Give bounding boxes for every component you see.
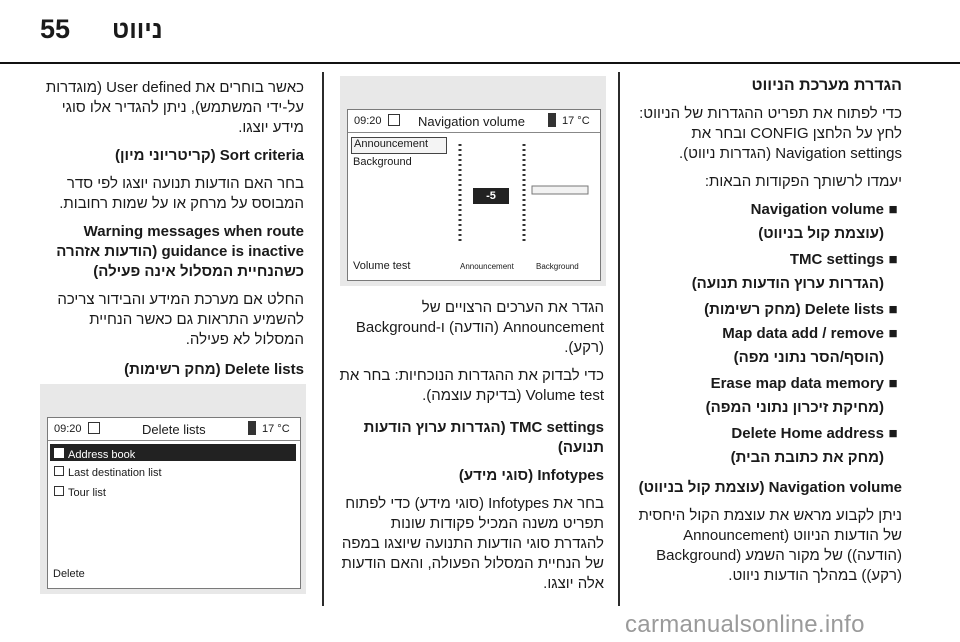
temperature-text: 17 °C xyxy=(562,115,590,127)
delete-lists-display xyxy=(47,417,301,589)
right-column xyxy=(634,76,902,594)
option-item xyxy=(634,324,902,344)
option-translation: (עוצמת קול בניווט) xyxy=(758,225,884,242)
screen-title: Delete lists xyxy=(142,422,206,437)
column-divider-left xyxy=(322,72,324,606)
nav-volume-screenshot xyxy=(340,76,606,286)
header-rule xyxy=(0,62,960,64)
nav-status-icon xyxy=(388,114,400,126)
tmc-heading: TMC settings (הגדרות ערוץ הודעות תנועה) xyxy=(363,419,604,456)
delete-lists-screenshot xyxy=(40,384,306,594)
status-bar xyxy=(48,418,300,441)
checkbox-icon[interactable] xyxy=(54,466,64,476)
menu-item-announcement[interactable]: Announcement xyxy=(351,137,447,154)
option-translation: (מחק את כתובת הבית) xyxy=(730,449,884,466)
clock-text: 09:20 xyxy=(354,115,382,127)
list-item-tour-list[interactable]: Tour list xyxy=(50,486,106,499)
option-translation: (מחיקת זיכרון נתוני המפה) xyxy=(705,399,884,416)
sort-criteria-body: בחר האם הודעות תנועה יוצגו לפי סדר המבוסס על מרחק או על שמות רחובות. xyxy=(59,175,304,212)
nav-settings-intro-2: יעמדו לרשותך הפקודות הבאות: xyxy=(704,173,902,190)
option-label: Erase map data memory xyxy=(710,375,884,392)
bullet-icon: ■ xyxy=(888,425,898,442)
volume-test-instructions: כדי לבדוק את ההגדרות הנוכחיות: בחר את Volume test (בדיקת עוצמה). xyxy=(339,367,604,404)
nav-volume-heading: Navigation volume (עוצמת קול בניווט) xyxy=(638,479,902,496)
slider-label-announcement: Announcement xyxy=(460,262,514,271)
phone-icon xyxy=(548,113,556,127)
status-bar xyxy=(348,110,600,133)
slider-label-background: Background xyxy=(536,262,579,271)
temperature-text: 17 °C xyxy=(262,423,290,435)
nav-settings-intro: כדי לפתוח את תפריט ההגדרות של הניווט: לחץ על הלחצן CONFIG ובחר את Navigation settings (הגדרות ניווט). xyxy=(639,105,902,162)
volume-test-item[interactable]: Volume test xyxy=(353,260,411,272)
warning-messages-heading: Warning messages when route guidance is inactive (הודעות אזהרה כשהנחיית המסלול אינה פעילה) xyxy=(56,223,304,280)
warning-messages-body: החלט אם מערכת המידע והבידור צריכה להשמיע התראות גם כאשר הנחיית המסלול לא פעילה. xyxy=(57,291,304,348)
option-label: Map data add / remove xyxy=(722,325,884,342)
user-defined-text: כאשר בוחרים את User defined (מוגדרות על-ידי המשתמש), ניתן להגדיר אלו סוגי מידע יוצגו. xyxy=(45,79,304,136)
page-header xyxy=(0,0,960,62)
option-label: Delete lists (מחק רשימות) xyxy=(704,301,884,318)
option-item xyxy=(634,200,902,220)
volume-sliders xyxy=(448,138,596,258)
nav-status-icon xyxy=(88,422,100,434)
section-title: ניווט xyxy=(112,16,163,44)
bullet-icon: ■ xyxy=(888,375,898,392)
menu-item-background[interactable]: Background xyxy=(353,156,412,168)
bullet-icon: ■ xyxy=(888,251,898,268)
bullet-icon: ■ xyxy=(888,201,898,218)
option-item xyxy=(634,250,902,270)
infotypes-body: בחר את Infotypes (סוגי מידע) כדי לפתוח תפריט משנה המכיל פקודות שונות להגדרת סוגי הודעות התנועה שיוצגו במפה של הנחיית המסלול הפעולה, והאם הודעות אלה יוצגו. xyxy=(341,495,604,592)
delete-button[interactable]: Delete xyxy=(53,568,85,580)
nav-volume-body: ניתן לקבוע מראש את עוצמת הקול היחסית של הודעות הניווט (Announcement (הודעה)) של מקור השמע (Background (רקע)) במהלך הודעות ניווט. xyxy=(638,507,902,584)
options-list xyxy=(634,200,902,468)
delete-lists-heading: Delete lists (מחק רשימות) xyxy=(124,361,304,378)
option-label: TMC settings xyxy=(789,251,884,268)
checkbox-checked-icon[interactable] xyxy=(54,448,64,458)
page-number: 55 xyxy=(40,14,71,44)
clock-text: 09:20 xyxy=(54,423,82,435)
option-item xyxy=(634,300,902,320)
infotypes-heading: Infotypes (סוגי מידע) xyxy=(458,467,604,484)
option-translation: (הוסף/הסר נתוני מפה) xyxy=(733,349,884,366)
volume-instructions: הגדר את הערכים הרצויים של Announcement (הודעה) ו-Background (רקע). xyxy=(355,299,604,356)
list-item-last-destination[interactable]: Last destination list xyxy=(50,466,162,479)
watermark: carmanualsonline.info xyxy=(625,611,865,638)
list-item-address-book[interactable]: Address book xyxy=(50,444,296,461)
column-divider-right xyxy=(618,72,620,606)
option-item xyxy=(634,424,902,444)
middle-column xyxy=(338,298,604,602)
option-item xyxy=(634,374,902,394)
bullet-icon: ■ xyxy=(888,301,898,318)
nav-volume-display xyxy=(347,109,601,281)
bullet-icon: ■ xyxy=(888,325,898,342)
sort-criteria-heading: Sort criteria (קריטריוני מיון) xyxy=(115,147,304,164)
checkbox-icon[interactable] xyxy=(54,486,64,496)
screen-title: Navigation volume xyxy=(418,114,525,129)
slider-value-badge[interactable]: -5 xyxy=(473,188,509,204)
option-translation: (הגדרות ערוץ הודעות תנועה) xyxy=(691,275,884,292)
option-label: Navigation volume xyxy=(750,201,884,218)
phone-icon xyxy=(248,421,256,435)
option-label: Delete Home address xyxy=(731,425,884,442)
left-column xyxy=(42,78,304,388)
nav-settings-title: הגדרת מערכת הניווט xyxy=(751,77,902,94)
